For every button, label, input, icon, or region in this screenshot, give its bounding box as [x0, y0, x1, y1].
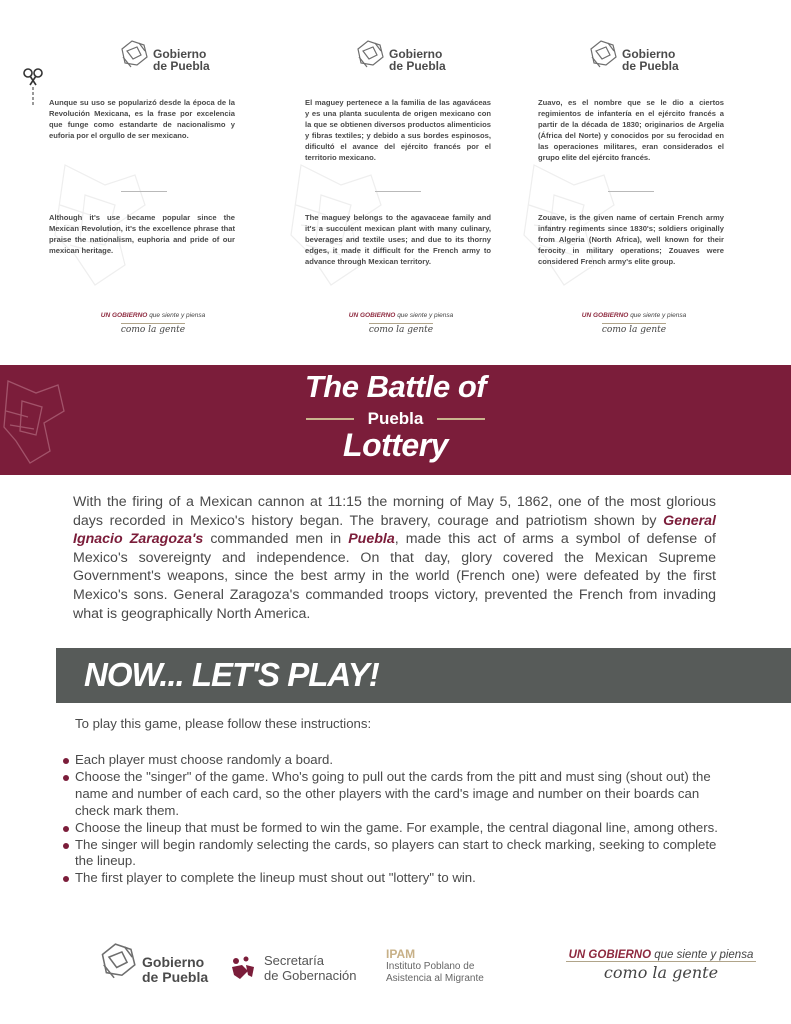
- card-zouave: [518, 0, 768, 360]
- gobierno-puebla-logo: Gobierno de Puebla: [586, 36, 679, 72]
- title-banner: [0, 365, 791, 475]
- ipam-logo: IPAM Instituto Poblano de Asistencia al Migrante: [386, 947, 484, 984]
- instructions-list: [62, 752, 732, 887]
- secretaria-gobernacion-logo: Secretaría de Gobernación: [228, 953, 357, 983]
- card-maguey: [285, 0, 535, 360]
- gold-rule: [306, 418, 354, 420]
- secretaria-emblem-icon: [228, 953, 258, 983]
- card-text-english: The maguey belongs to the agavaceae family and it's a succulent mexican plant with many culinary, beverages and textile uses; and due to its thorny edges, it made it difficult for the French army to advance through Mexican territory.: [305, 213, 491, 266]
- puebla-emblem-icon: [353, 37, 387, 71]
- gobierno-puebla-logo: Gobierno de Puebla: [96, 937, 208, 985]
- banner-title-line3: Lottery: [343, 427, 448, 463]
- list-item: The first player to complete the lineup must shout out "lottery" to win.: [62, 870, 732, 887]
- banner-title-line1: The Battle of: [304, 369, 487, 404]
- highlight-general: General Ignacio Zaragoza's: [73, 512, 716, 548]
- puebla-emblem-icon: [117, 37, 151, 71]
- slogan: UN GOBIERNO que siente y piensa como la gente: [348, 312, 454, 335]
- instructions-intro: To play this game, please follow these instructions:: [75, 716, 372, 731]
- card-text-spanish: El maguey pertenece a la familia de las agaváceas y es una planta suculenta de origen mexicano con la que se obtienen diversos productos alimenticios y fibras textiles; y debido a sus bordes espinosos, dificultó el avance del ejército francés por el territorio mexicano.: [305, 98, 491, 162]
- play-heading-bar: [56, 648, 791, 703]
- gold-rule: [437, 418, 485, 420]
- card-text-english: Although it's use became popular since the Mexican Revolution, it's the excellence phrase that praise the nationalism, euphoria and pride of our mexican heritage.: [49, 213, 235, 255]
- play-heading: NOW... LET'S PLAY!: [84, 656, 379, 693]
- cut-out-cards: [0, 0, 791, 365]
- list-item: The singer will begin randomly selecting the cards, so players can start to check marking, seeking to complete the lineup.: [62, 837, 732, 871]
- scissors-icon: [22, 67, 44, 107]
- divider: [608, 191, 654, 192]
- puebla-emblem-icon: [586, 37, 620, 71]
- list-item: Each player must choose randomly a board.: [62, 752, 732, 769]
- gobierno-puebla-logo: Gobierno de Puebla: [353, 36, 446, 72]
- slogan: UN GOBIERNO que siente y piensa como la gente: [100, 312, 206, 335]
- divider: [375, 191, 421, 192]
- card-text-english: Zouave, is the given name of certain French army infantry regiments since 1830's; soldiers originally from Algeria (North Africa), well known for their ferocity in military operations; Zouaves were considered French army's elite group.: [538, 213, 724, 266]
- gobierno-puebla-logo: Gobierno de Puebla: [117, 36, 210, 72]
- card-viva-mexico: [49, 0, 299, 360]
- list-item: Choose the "singer" of the game. Who's going to pull out the cards from the pitt and must sing (shout out) the name and number of each card, so the other players with the card's image and number on their boards can check mark them.: [62, 769, 732, 820]
- puebla-emblem-icon: [96, 939, 140, 983]
- banner-title-line2: Puebla: [367, 409, 424, 428]
- list-item: Choose the lineup that must be formed to win the game. For example, the central diagonal line, among others.: [62, 820, 732, 837]
- divider: [121, 191, 167, 192]
- intro-paragraph: With the firing of a Mexican cannon at 11:15 the morning of May 5, 1862, one of the most glorious days recorded in Mexico's history began. The bravery, courage and patriotism shown by General Ignacio Zaragoza's commanded men in Puebla, made this act of arms a symbol of defense of Mexico's sovereignty and independence. On that day, glory covered the Mexican Supreme Government's weapons, since the best army in the world (French one) were defeated by the first Mexico's sons. General Zaragoza's commanded troops victory, prevented the French from invading what is geographically North America.: [73, 494, 716, 622]
- banner-subtitle: [0, 409, 791, 429]
- card-text-spanish: Aunque su uso se popularizó desde la época de la Revolución Mexicana, es la frase por excelencia que funge como estandarte de nacionalismo y euforia por el orgullo de ser mexicano.: [49, 98, 235, 140]
- card-text-spanish: Zuavo, es el nombre que se le dio a ciertos regimientos de infantería en el ejército francés a partir de la década de 1830; originarios de Argelia (África del Norte) y conocidos por su ferocidad en las operaciones militares, eran considerados el grupo elite del ejército francés.: [538, 98, 724, 162]
- slogan: UN GOBIERNO que siente y piensa como la gente: [581, 312, 687, 335]
- slogan: UN GOBIERNO que siente y piensa como la gente: [556, 949, 766, 983]
- highlight-puebla: Puebla: [348, 531, 395, 548]
- footer-logos: [0, 935, 791, 1005]
